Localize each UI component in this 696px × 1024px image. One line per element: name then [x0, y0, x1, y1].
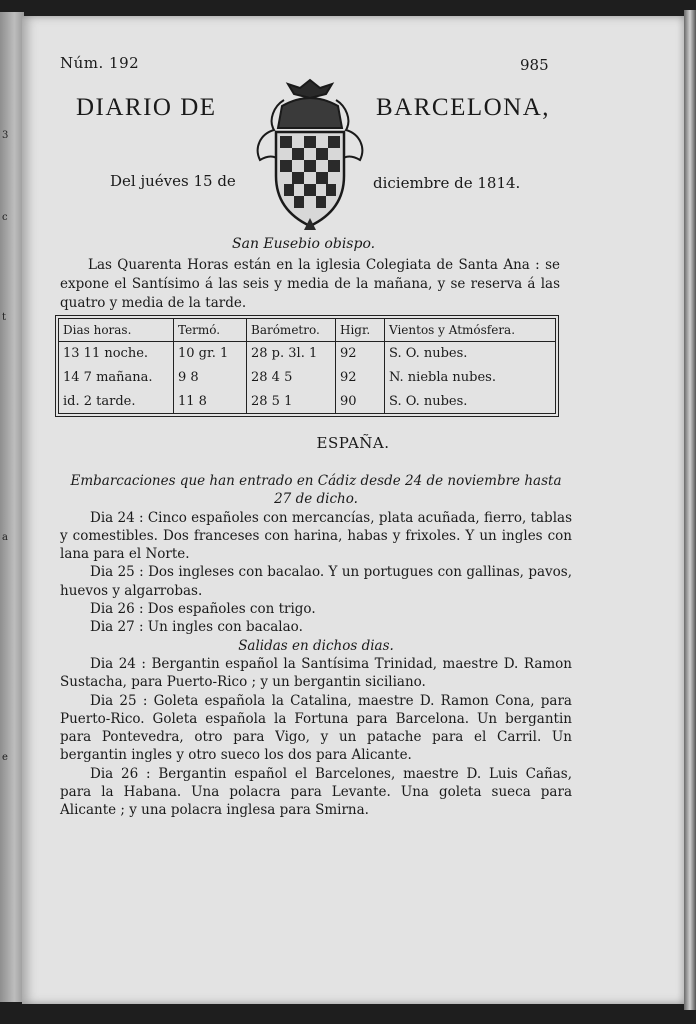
table-row	[59, 342, 555, 366]
notice-text: Las Quarenta Horas están en la iglesia Colegiata de Santa Ana : se expone el Santísimo á las seis y media de la mañana, y se reserva á las quatro y media de la tarde.	[60, 257, 560, 311]
issue-number: Núm. 192	[60, 54, 140, 72]
departures-heading: Salidas en dichos dias.	[238, 637, 394, 654]
cell-winds: N. niebla nubes.	[385, 366, 556, 390]
cell-day-hour: id. 2 tarde.	[63, 393, 136, 409]
article-body	[60, 472, 572, 820]
arrival-entry: Dia 25 : Dos ingleses con bacalao. Y un portugues con gallinas, pavos, huevos y algarrobas.	[60, 564, 572, 599]
departure-entry: Dia 24 : Bergantin español la Santísima Trinidad, maestre D. Ramon Sustacha, para Puerto-Rico ; y un bergantin siciliano.	[60, 655, 572, 691]
cell-hygrometer: 92	[336, 366, 385, 390]
saint-of-day: San Eusebio obispo.	[232, 236, 376, 252]
cell-barometer: 28 p. 3l. 1	[247, 342, 336, 366]
arrival-entry: Dia 26 : Dos españoles con trigo.	[90, 601, 316, 618]
cell-day-hour: 14 7 mañana.	[63, 370, 153, 386]
masthead-title-right: BARCELONA,	[376, 94, 551, 121]
newspaper-page	[22, 16, 684, 1004]
departure-entry: Dia 25 : Goleta española la Catalina, maestre D. Ramon Cona, para Puerto-Rico. Goleta española la Fortuna para Barcelona. Un bergantin para Pontevedra, otro para Vigo, y un patache para el Carril. Un bergantin ingles y otro sueco los dos para Alicante.	[60, 692, 572, 764]
facing-page-edge: 3 c t a e	[0, 12, 24, 1002]
col-header-winds: Vientos y Atmósfera.	[385, 319, 556, 342]
weather-table	[58, 318, 556, 414]
cell-barometer: 28 4 5	[247, 366, 336, 390]
cell-hygrometer: 90	[336, 389, 385, 413]
cell-winds: S. O. nubes.	[385, 342, 556, 366]
cell-hygrometer: 92	[336, 342, 385, 366]
col-header-thermometer: Termó.	[174, 319, 247, 342]
date-suffix: diciembre de 1814.	[373, 174, 521, 192]
article-lead: Embarcaciones que han entrado en Cádiz desde 24 de noviembre hasta 27 de dicho.	[70, 473, 562, 508]
arrival-entry: Dia 27 : Un ingles con bacalao.	[90, 619, 303, 636]
masthead-title-left: DIARIO DE	[76, 94, 217, 121]
col-header-barometer: Barómetro.	[247, 319, 336, 342]
coat-of-arms-icon	[254, 76, 366, 232]
col-header-days-hours: Dias horas.	[59, 319, 174, 342]
page-number: 985	[520, 56, 549, 74]
page-edge-right	[684, 10, 696, 1010]
table-row	[59, 366, 555, 390]
cell-day-hour: 13 11 noche.	[63, 346, 149, 362]
arrival-entry: Dia 24 : Cinco españoles con mercancías, plata acuñada, fierro, tablas y comestibles. Dos franceses con harina, habas y frixoles. Y un ingles con lana para el Norte.	[60, 509, 572, 563]
date-prefix: Del juéves 15 de	[110, 172, 236, 190]
section-heading: ESPAÑA.	[316, 434, 390, 452]
cell-winds: S. O. nubes.	[385, 389, 556, 413]
col-header-hygrometer: Higr.	[336, 319, 385, 342]
forty-hours-notice	[60, 256, 560, 313]
cell-thermometer: 10 gr. 1	[174, 342, 247, 366]
cell-barometer: 28 5 1	[247, 389, 336, 413]
cell-thermometer: 9 8	[174, 366, 247, 390]
cell-thermometer: 11 8	[174, 389, 247, 413]
table-row	[59, 389, 555, 413]
departure-entry: Dia 26 : Bergantin español el Barcelones, maestre D. Luis Cañas, para la Habana. Una polacra para Levante. Una goleta sueca para Alicante ; y una polacra inglesa para Smirna.	[60, 765, 572, 819]
